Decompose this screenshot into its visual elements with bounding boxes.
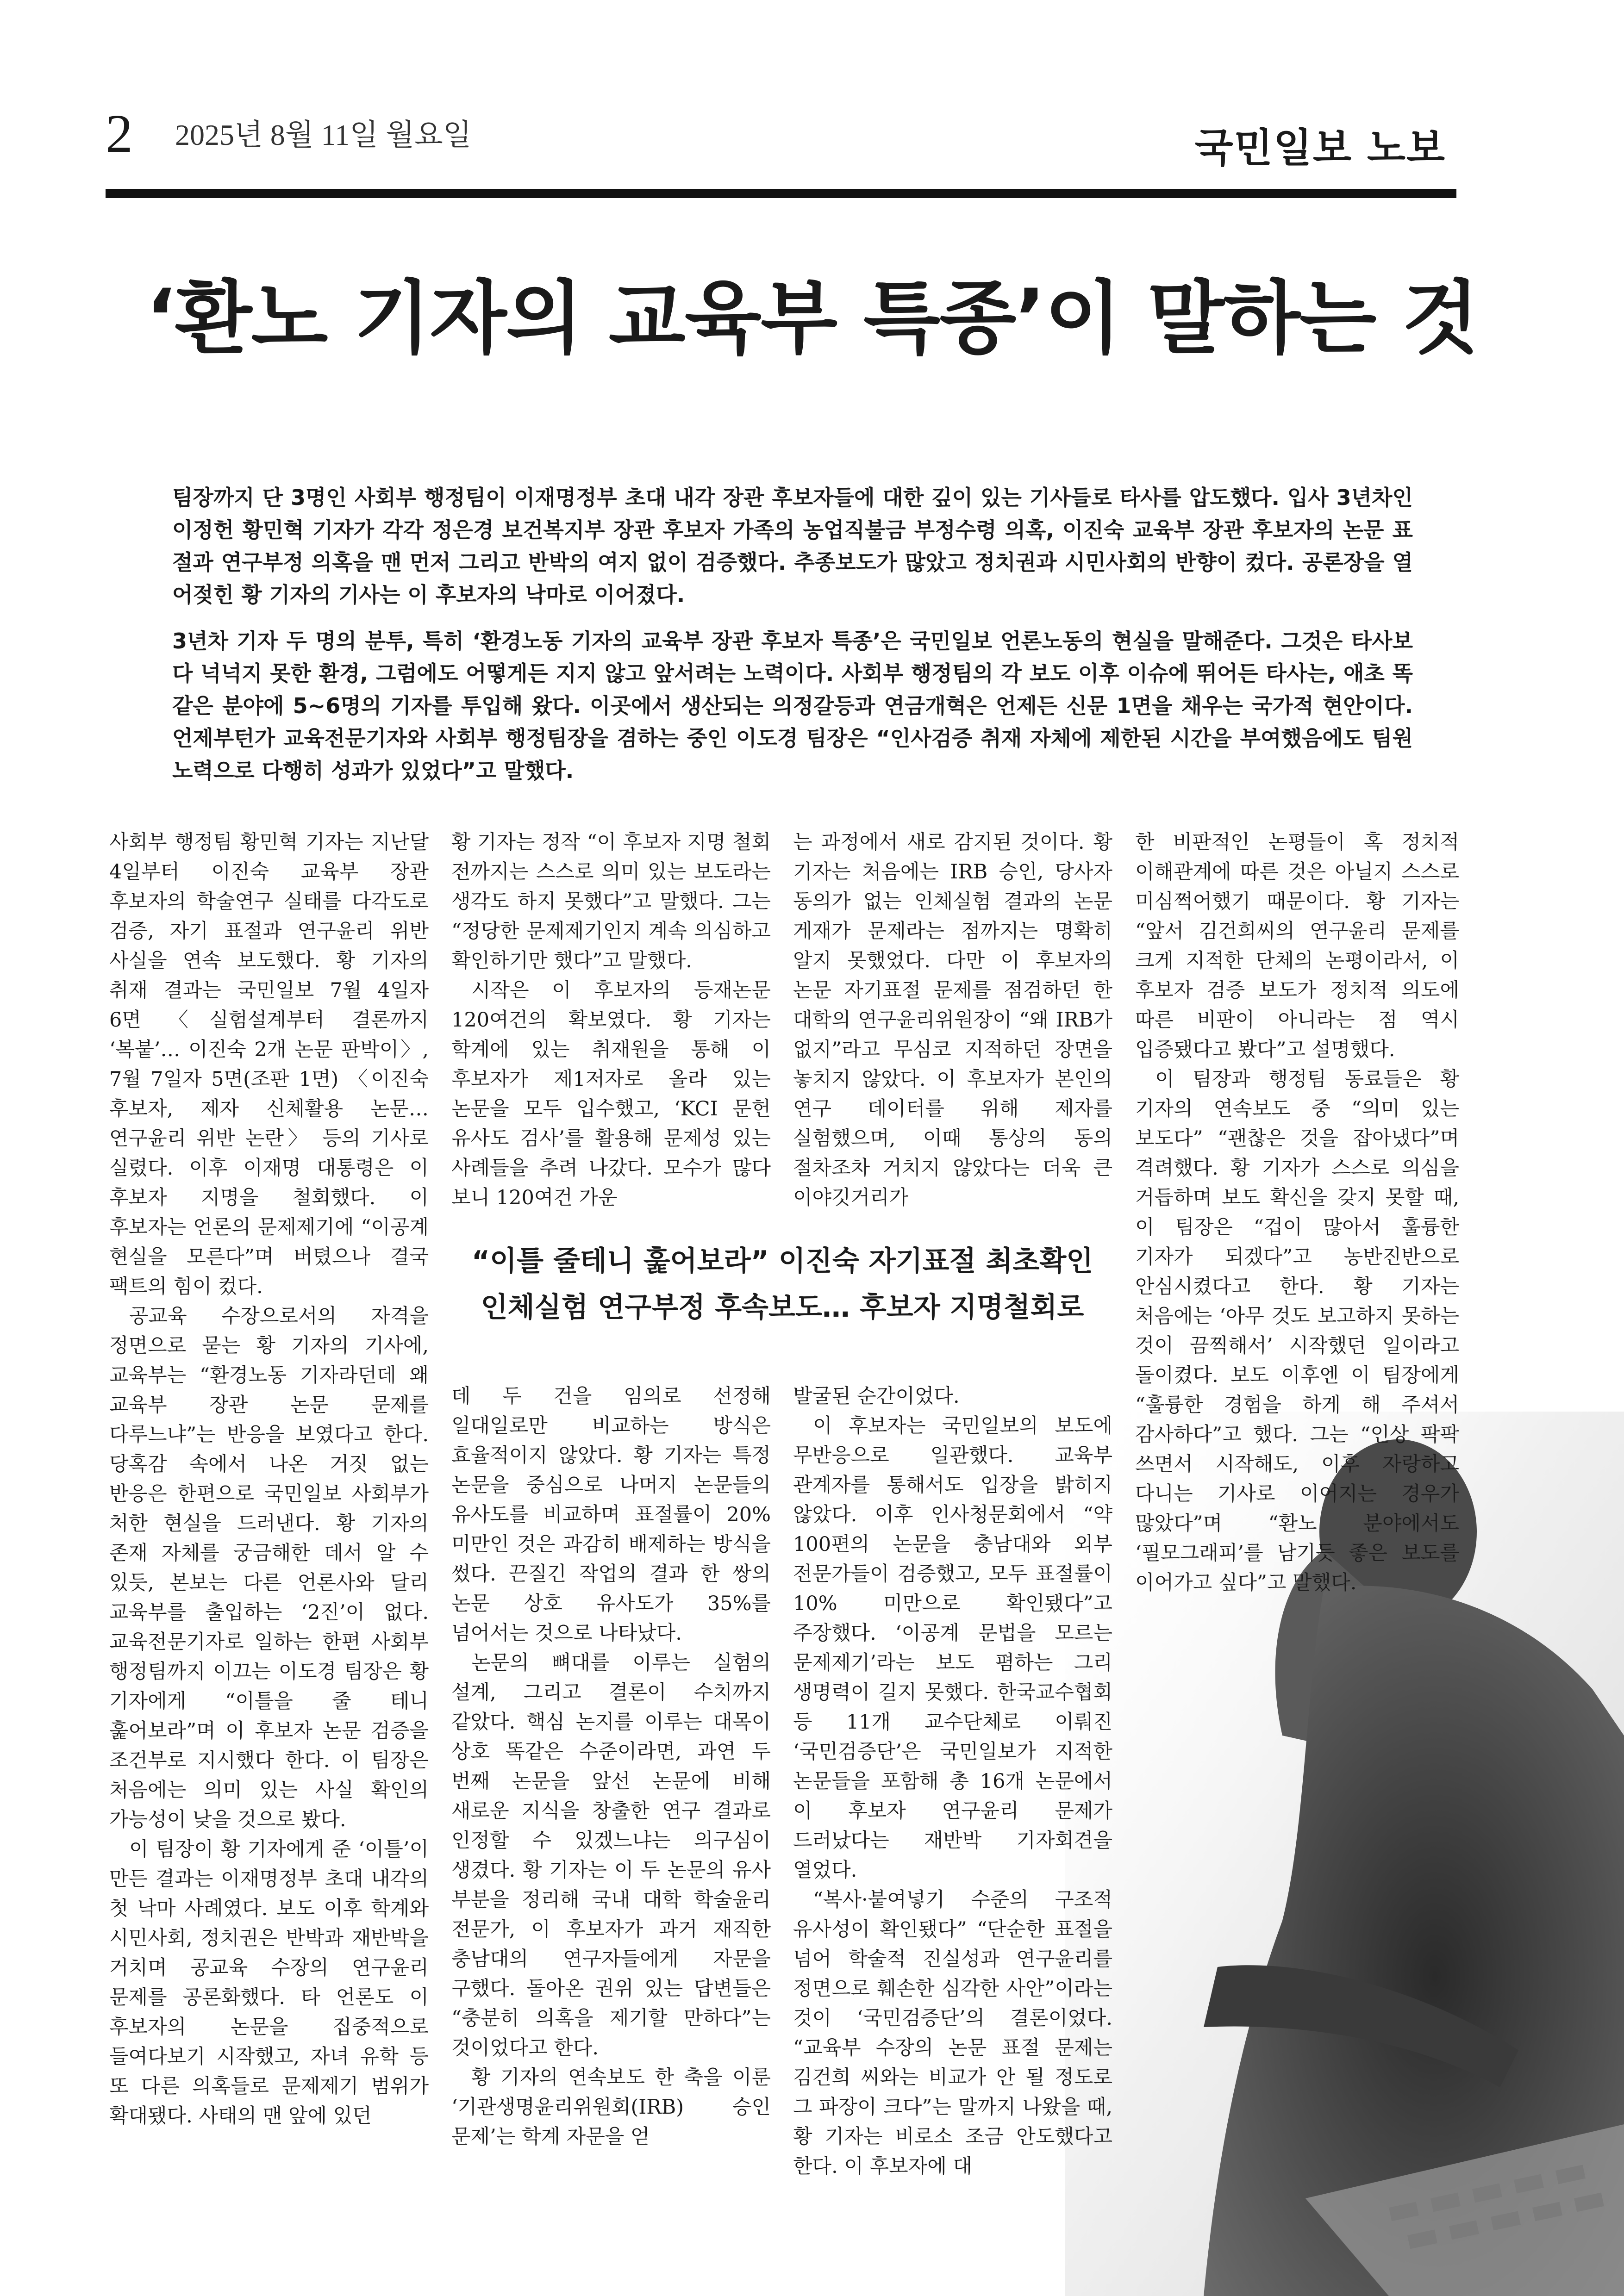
masthead: 국민일보 노보 (1194, 125, 1446, 171)
body-column-1 (109, 828, 429, 2131)
body-paragraph: “복사·붙여넣기 수준의 구조적 유사성이 확인됐다” “단순한 표절을 넘어 학술적 진실성과 연구윤리를 정면으로 훼손한 심각한 사안”이라는 것이 ‘국민검증단’의 결론이었다. “교육부 수장의 논문 표절 문제는 김건희 씨와는 비교가 안 될 정도로 그 파장이 크다”는 말까지 나왔을 때, 황 기자는 비로소 조금 안도했다고 한다. 이 후보자에 대 (793, 1888, 1112, 2178)
body-paragraph: 시작은 이 후보자의 등재논문 120여건의 확보였다. 황 기자는 학계에 있는 취재원을 통해 이 후보자가 제1저자로 올라 있는 논문을 모두 입수했고, ‘KCI 문헌 유사도 검사’를 활용해 문제성 있는 사례들을 추려 나갔다. 모수가 많다 보니 120여건 가운 (451, 979, 771, 1209)
body-paragraph: 공교육 수장으로서의 자격을 정면으로 묻는 황 기자의 기사에, 교육부는 “환경노동 기자라던데 왜 교육부 장관 논문 문제를 다루느냐”는 반응을 보였다고 한다. 당혹감 속에서 나온 거짓 없는 반응은 한편으로 국민일보 사회부가 처한 현실을 드러낸다. 황 기자의 존재 자체를 궁금해한 데서 알 수 있듯, 본보는 다른 언론사와 달리 교육부를 출입하는 ‘2진’이 없다. 교육전문기자로 일하는 한편 사회부 행정팀까지 이끄는 이도경 팀장은 황 기자에게 “이틀을 줄 테니 훑어보라”며 이 후보자 논문 검증을 조건부로 지시했다 한다. 이 팀장은 처음에는 의미 있는 사실 확인의 가능성이 낮을 것으로 봤다. (109, 1305, 429, 1831)
header-rule (106, 189, 1456, 198)
body-column-2-bottom (451, 1381, 771, 2152)
lead-paragraph: 팀장까지 단 3명인 사회부 행정팀이 이재명정부 초대 내각 장관 후보자들에 대한 깊이 있는 기사들로 타사를 압도했다. 입사 3년차인 이정헌 황민혁 기자가 각각 정은경 보건복지부 장관 후보자 가족의 농업직불금 부정수령 의혹, 이진숙 교육부 장관 후보자의 논문 표절과 연구부정 의혹을 맨 먼저 그리고 반박의 여지 없이 검증했다. 추종보도가 많았고 정치권과 시민사회의 반향이 컸다. 공론장을 열어젖힌 황 기자의 기사는 이 후보자의 낙마로 이어졌다. (172, 485, 1413, 607)
pull-quote-line: 인체실험 연구부정 후속보도… 후보자 지명철회로 (481, 1291, 1084, 1324)
body-paragraph: 이 팀장과 행정팀 동료들은 황 기자의 연속보도 중 “의미 있는 보도다” “괜찮은 것을 잡아냈다”며 격려했다. 황 기자가 스스로 의심을 거듭하며 보도 확신을 갖지 못할 때, 이 팀장은 “겁이 많아서 훌륭한 기자가 되겠다”고 농반진반으로 안심시켰다고 한다. 황 기자는 처음에는 ‘아무 것도 보고하지 못하는 것이 끔찍해서’ 시작했던 일이라고 돌이켰다. 보도 이후엔 이 팀장에게 “훌륭한 경험을 하게 해 주셔서 감사하다”고 했다. 그는 “인상 팍팍 쓰면서 시작해도, 이후 자랑하고 다니는 기사로 이어지는 경우가 많았다”며 “환노 분야에서도 ‘필모그래피’를 남기듯 좋은 보도를 이어가고 싶다”고 말했다. (1135, 1068, 1459, 1594)
pull-quote (449, 1238, 1116, 1331)
body-paragraph: 황 기자의 연속보도 한 축을 이룬 ‘기관생명윤리위원회(IRB) 승인 문제’는 학계 자문을 얻 (451, 2066, 771, 2148)
lead-paragraph: 3년차 기자 두 명의 분투, 특히 ‘환경노동 기자의 교육부 장관 후보자 특종’은 국민일보 언론노동의 현실을 말해준다. 그것은 타사보다 넉넉지 못한 환경, 그럼에도 어떻게든 지지 않고 앞서려는 노력이다. 사회부 행정팀의 각 보도 이후 이슈에 뛰어든 타사는, 애초 똑같은 분야에 5~6명의 기자를 투입해 왔다. 이곳에서 생산되는 의정갈등과 연금개혁은 언제든 신문 1면을 채우는 국가적 현안이다. 언제부턴가 교육전문기자와 사회부 행정팀장을 겸하는 중인 이도경 팀장은 “인사검증 취재 자체에 제한된 시간을 부여했음에도 팀원 노력으로 다행히 성과가 있었다”고 말했다. (172, 628, 1413, 783)
page-number: 2 (106, 103, 133, 164)
body-paragraph: 논문의 뼈대를 이루는 실험의 설계, 그리고 결론이 수치까지 같았다. 핵심 논지를 이루는 대목이 상호 똑같은 수준이라면, 과연 두 번째 논문을 앞선 논문에 비해 새로운 지식을 창출한 연구 결과로 인정할 수 있겠느냐는 의구심이 생겼다. 황 기자는 이 두 논문의 유사 부분을 정리해 국내 대학 학술윤리 전문가, 이 후보자가 과거 재직한 충남대의 연구자들에게 자문을 구했다. 돌아온 권위 있는 답변들은 “충분히 의혹을 제기할 만하다”는 것이었다고 한다. (451, 1651, 771, 2060)
body-column-4 (1135, 828, 1459, 1598)
body-column-3-top (793, 828, 1112, 1213)
body-paragraph: 한 비판적인 논평들이 혹 정치적 이해관계에 따른 것은 아닐지 스스로 미심쩍어했기 때문이다. 황 기자는 “앞서 김건희씨의 연구윤리 문제를 크게 지적한 단체의 논평이라서, 이 후보자 검증 보도가 정치적 의도에 따른 비판이 아니라는 점 역시 입증됐다고 봤다”고 설명했다. (1135, 831, 1459, 1061)
body-paragraph: 발굴된 순간이었다. (793, 1385, 960, 1408)
headline: ‘환노 기자의 교육부 특종’이 말하는 것 (145, 272, 1479, 365)
pull-quote-line: “이틀 줄테니 훑어보라” 이진숙 자기표절 최초확인 (471, 1245, 1093, 1277)
issue-date: 2025년 8월 11일 월요일 (175, 118, 472, 151)
body-paragraph: 는 과정에서 새로 감지된 것이다. 황 기자는 처음에는 IRB 승인, 당사자 동의가 없는 인체실험 결과의 논문 게재가 문제라는 점까지는 명확히 알지 못했었다. 다만 이 후보자의 논문 자기표절 문제를 점검하던 한 대학의 연구윤리위원장이 “왜 IRB가 없지”라고 무심코 지적하던 장면을 놓치지 않았다. 이 후보자가 본인의 연구 데이터를 위해 제자를 실험했으며, 이때 통상의 동의 절차조차 거치지 않았다는 더욱 큰 이야깃거리가 (793, 831, 1112, 1209)
body-paragraph: 이 팀장이 황 기자에게 준 ‘이틀’이 만든 결과는 이재명정부 초대 내각의 첫 낙마 사례였다. 보도 이후 학계와 시민사회, 정치권은 반박과 재반박을 거치며 공교육 수장의 연구윤리 문제를 공론화했다. 타 언론도 이 후보자의 논문을 집중적으로 들여다보기 시작했고, 자녀 유학 등 또 다른 의혹들로 문제제기 범위가 확대됐다. 사태의 맨 앞에 있던 (109, 1838, 429, 2128)
body-column-2-top (451, 828, 771, 1213)
body-paragraph: 이 후보자는 국민일보의 보도에 무반응으로 일관했다. 교육부 관계자를 통해서도 입장을 밝히지 않았다. 이후 인사청문회에서 “약 100편의 논문을 충남대와 외부 전문가들이 검증했고, 모두 표절률이 10% 미만으로 확인됐다”고 주장했다. ‘이공계 문법을 모르는 문제제기’라는 보도 폄하는 그리 생명력이 길지 못했다. 한국교수협회 등 11개 교수단체로 이뤄진 ‘국민검증단’은 국민일보가 지적한 논문들을 포함해 총 16개 논문에서 이 후보자 연구윤리 문제가 드러났다는 재반박 기자회견을 열었다. (793, 1414, 1112, 1882)
body-paragraph: 황 기자는 정작 “이 후보자 지명 철회 전까지는 스스로 의미 있는 보도라는 생각도 하지 못했다”고 말했다. 그는 “정당한 문제제기인지 계속 의심하고 확인하기만 했다”고 말했다. (451, 831, 771, 972)
body-paragraph: 사회부 행정팀 황민혁 기자는 지난달 4일부터 이진숙 교육부 장관 후보자의 학술연구 실태를 다각도로 검증, 자기 표절과 연구윤리 위반 사실을 연속 보도했다. 황 기자의 취재 결과는 국민일보 7월 4일자 6면 〈실험설계부터 결론까지 ‘복붙’… 이진숙 2개 논문 판박이〉, 7월 7일자 5면(조판 1면) 〈이진숙 후보자, 제자 신체활용 논문… 연구윤리 위반 논란〉 등의 기사로 실렸다. 이후 이재명 대통령은 이 후보자 지명을 철회했다. 이 후보자는 언론의 문제제기에 “이공계 현실을 모른다”며 버텼으나 결국 팩트의 힘이 컸다. (109, 831, 429, 1298)
body-paragraph: 데 두 건을 임의로 선정해 일대일로만 비교하는 방식은 효율적이지 않았다. 황 기자는 특정 논문을 중심으로 나머지 논문들의 유사도를 비교하며 표절률이 20% 미만인 것은 과감히 배제하는 방식을 썼다. 끈질긴 작업의 결과 한 쌍의 논문 상호 유사도가 35%를 넘어서는 것으로 나타났다. (451, 1385, 771, 1645)
body-column-3-bottom (793, 1381, 1112, 2181)
